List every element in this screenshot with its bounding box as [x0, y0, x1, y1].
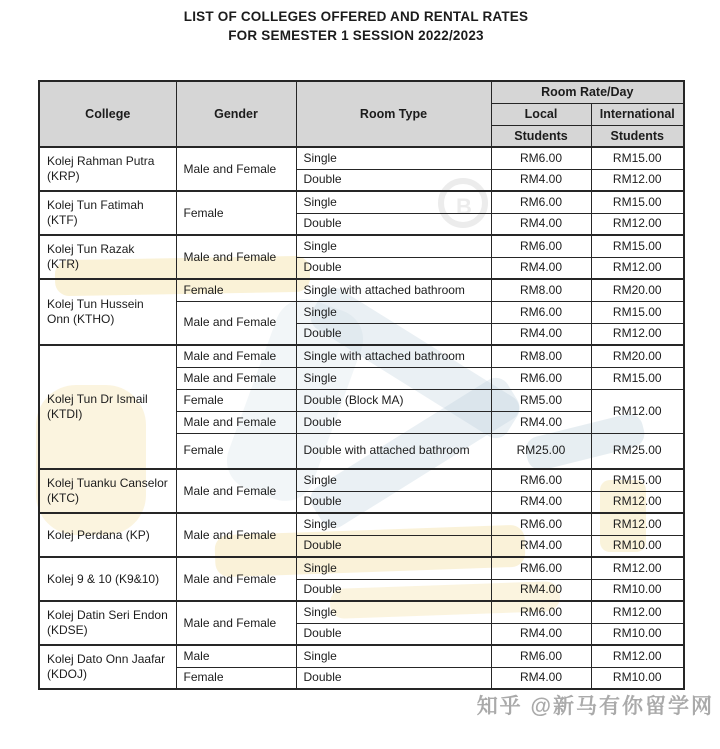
watermark-text: 知乎 @新马有你留学网 [476, 695, 714, 718]
local-rate-cell: RM6.00 [491, 367, 591, 389]
college-cell: Kolej Tun Hussein Onn (KTHO) [39, 279, 176, 345]
local-rate-cell: RM5.00 [491, 389, 591, 411]
table-row [39, 279, 684, 301]
gender-cell: Male and Female [176, 367, 296, 389]
colleges-table [38, 80, 685, 690]
table-row [39, 147, 684, 169]
gender-cell: Female [176, 279, 296, 301]
international-rate-cell: RM20.00 [591, 345, 684, 367]
international-rate-cell: RM12.00 [591, 601, 684, 623]
table-row [39, 513, 684, 535]
room-type-cell: Single [296, 147, 491, 169]
college-cell: Kolej Perdana (KP) [39, 513, 176, 557]
gender-cell: Male and Female [176, 411, 296, 433]
table-row [39, 601, 684, 623]
local-rate-cell: RM4.00 [491, 579, 591, 601]
international-rate-cell: RM15.00 [591, 235, 684, 257]
room-type-cell: Single [296, 557, 491, 579]
gender-cell: Female [176, 389, 296, 411]
local-rate-cell: RM6.00 [491, 645, 591, 667]
room-type-cell: Double [296, 213, 491, 235]
local-rate-cell: RM4.00 [491, 213, 591, 235]
local-rate-cell: RM6.00 [491, 191, 591, 213]
room-type-cell: Single [296, 235, 491, 257]
international-rate-cell: RM12.00 [591, 491, 684, 513]
header-college: College [39, 81, 176, 147]
header-gender: Gender [176, 81, 296, 147]
international-rate-cell: RM15.00 [591, 147, 684, 169]
local-rate-cell: RM4.00 [491, 169, 591, 191]
gender-cell: Female [176, 191, 296, 235]
college-cell: Kolej Tuanku Canselor (KTC) [39, 469, 176, 513]
header-room-type: Room Type [296, 81, 491, 147]
room-type-cell: Single [296, 601, 491, 623]
international-rate-cell: RM10.00 [591, 579, 684, 601]
gender-cell: Male and Female [176, 557, 296, 601]
international-rate-cell: RM10.00 [591, 535, 684, 557]
room-type-cell: Double [296, 257, 491, 279]
local-rate-cell: RM8.00 [491, 279, 591, 301]
table-row [39, 345, 684, 367]
watermark-circle-icon: B [438, 178, 488, 228]
local-rate-cell: RM6.00 [491, 513, 591, 535]
table-row [39, 235, 684, 257]
international-rate-cell: RM12.00 [591, 513, 684, 535]
table-row [39, 645, 684, 667]
international-rate-cell: RM12.00 [591, 169, 684, 191]
room-type-cell: Double [296, 623, 491, 645]
international-rate-cell: RM15.00 [591, 469, 684, 491]
college-cell: Kolej Tun Fatimah (KTF) [39, 191, 176, 235]
gender-cell: Female [176, 667, 296, 689]
international-rate-cell: RM25.00 [591, 433, 684, 469]
gender-cell: Male [176, 645, 296, 667]
local-rate-cell: RM6.00 [491, 301, 591, 323]
room-type-cell: Single [296, 301, 491, 323]
international-rate-cell: RM12.00 [591, 257, 684, 279]
room-type-cell: Single [296, 191, 491, 213]
local-rate-cell: RM4.00 [491, 623, 591, 645]
gender-cell: Male and Female [176, 301, 296, 345]
room-type-cell: Single [296, 367, 491, 389]
table-row [39, 557, 684, 579]
room-type-cell: Double [296, 535, 491, 557]
college-cell: Kolej Rahman Putra (KRP) [39, 147, 176, 191]
room-type-cell: Double (Block MA) [296, 389, 491, 411]
international-rate-cell: RM12.00 [591, 389, 684, 433]
college-cell: Kolej Dato Onn Jaafar (KDOJ) [39, 645, 176, 689]
international-rate-cell: RM12.00 [591, 645, 684, 667]
local-rate-cell: RM4.00 [491, 491, 591, 513]
local-rate-cell: RM25.00 [491, 433, 591, 469]
header-room-rate-day: Room Rate/Day [491, 81, 684, 103]
table-row [39, 469, 684, 491]
gender-cell: Male and Female [176, 513, 296, 557]
local-rate-cell: RM4.00 [491, 323, 591, 345]
local-rate-cell: RM4.00 [491, 411, 591, 433]
room-type-cell: Double [296, 323, 491, 345]
room-type-cell: Double with attached bathroom [296, 433, 491, 469]
college-cell: Kolej Tun Dr Ismail (KTDI) [39, 345, 176, 469]
international-rate-cell: RM15.00 [591, 301, 684, 323]
room-type-cell: Single with attached bathroom [296, 279, 491, 301]
room-type-cell: Double [296, 169, 491, 191]
international-rate-cell: RM20.00 [591, 279, 684, 301]
international-rate-cell: RM12.00 [591, 557, 684, 579]
room-type-cell: Single [296, 469, 491, 491]
gender-cell: Male and Female [176, 235, 296, 279]
header-local: Local [491, 103, 591, 125]
room-type-cell: Double [296, 579, 491, 601]
gender-cell: Male and Female [176, 601, 296, 645]
page-title-line2: FOR SEMESTER 1 SESSION 2022/2023 [228, 28, 484, 43]
header-local-students: Students [491, 125, 591, 147]
college-table-body [39, 147, 684, 689]
header-international: International [591, 103, 684, 125]
local-rate-cell: RM6.00 [491, 601, 591, 623]
local-rate-cell: RM4.00 [491, 535, 591, 557]
gender-cell: Male and Female [176, 147, 296, 191]
local-rate-cell: RM4.00 [491, 257, 591, 279]
room-type-cell: Single [296, 513, 491, 535]
international-rate-cell: RM15.00 [591, 191, 684, 213]
international-rate-cell: RM15.00 [591, 367, 684, 389]
room-type-cell: Double [296, 491, 491, 513]
college-cell: Kolej Datin Seri Endon (KDSE) [39, 601, 176, 645]
page-title [0, 7, 712, 45]
gender-cell: Male and Female [176, 345, 296, 367]
college-cell: Kolej Tun Razak (KTR) [39, 235, 176, 279]
room-type-cell: Single with attached bathroom [296, 345, 491, 367]
local-rate-cell: RM4.00 [491, 667, 591, 689]
college-cell: Kolej 9 & 10 (K9&10) [39, 557, 176, 601]
local-rate-cell: RM8.00 [491, 345, 591, 367]
room-type-cell: Double [296, 667, 491, 689]
local-rate-cell: RM6.00 [491, 235, 591, 257]
international-rate-cell: RM12.00 [591, 213, 684, 235]
table-row [39, 191, 684, 213]
international-rate-cell: RM12.00 [591, 323, 684, 345]
local-rate-cell: RM6.00 [491, 557, 591, 579]
page-title-line1: LIST OF COLLEGES OFFERED AND RENTAL RATES [183, 9, 529, 24]
international-rate-cell: RM10.00 [591, 623, 684, 645]
header-international-students: Students [591, 125, 684, 147]
local-rate-cell: RM6.00 [491, 147, 591, 169]
room-type-cell: Double [296, 411, 491, 433]
local-rate-cell: RM6.00 [491, 469, 591, 491]
table-header [39, 81, 684, 147]
international-rate-cell: RM10.00 [591, 667, 684, 689]
room-type-cell: Single [296, 645, 491, 667]
gender-cell: Male and Female [176, 469, 296, 513]
gender-cell: Female [176, 433, 296, 469]
